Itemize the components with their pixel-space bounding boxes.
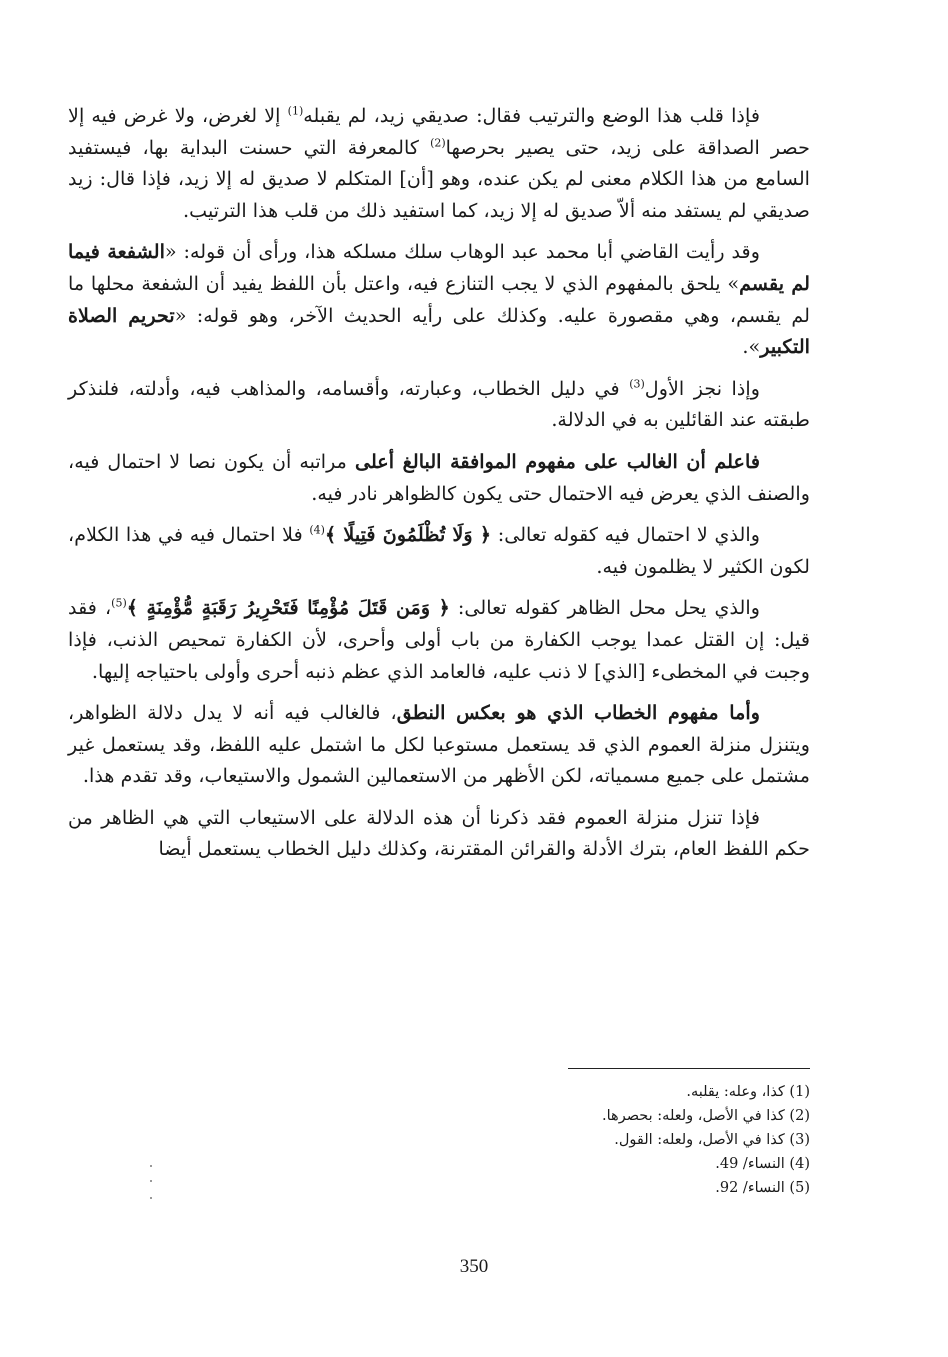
text-run: مراتبه أن يكون نصا لا احتمال فيه، والصنف الذي يعرض فيه الاحتمال حتى يكون كالظواهر نادر فيه. — [68, 449, 810, 505]
paragraph — [68, 697, 810, 792]
text-run: ، فالغالب فيه أنه لا يدل دلالة الظواهر، ويتنزل منزلة العموم الذي قد يستعمل مستوعبا لكل ما اشتمل عليه اللفظ، وقد يستعمل غير مشتمل على جميع مسمياته، لكن الأظهر من الاستعمالين الشمول والاستيعاب، وقد تقدم هذا. — [68, 701, 810, 788]
scan-speck — [150, 1180, 152, 1182]
footnote-3: (3) كذا في الأصل، ولعله: القول. — [614, 1132, 810, 1148]
paragraph — [68, 236, 810, 362]
bold-text: الشفعة فيما لم يقسم — [68, 240, 811, 295]
paragraph — [68, 592, 810, 687]
paragraph — [68, 100, 810, 226]
paragraph — [68, 519, 810, 582]
text-run: إلا لغرض، ولا غرض فيه إلا حصر الصداقة على زيد، حتى يصير بحرصها — [68, 104, 810, 159]
text-run: » يلحق بالمفهوم الذي لا يجب التنازع فيه، واعتل بأن اللفظ يفيد أن الشفعة محلها ما لم يقسم، وهي مقصورة عليه. وكذلك على رأيه الحديث الآخر، وهو قوله: « — [68, 271, 810, 327]
text-run: ». — [742, 335, 761, 359]
footnote-marker: (5) — [111, 596, 127, 610]
text-run: ، فقد قيل: إن القتل عمدا يوجب الكفارة من باب أولى وأحرى، لأن الكفارة تمحيص الذنب، فإذا وجبت في المخطىء [الذي] لا ذنب عليه، فالعامد الذي عظم ذنبه أحرى وأولى باحتياجه إليها. — [68, 596, 810, 683]
text-run: كالمعرفة التي حسنت البداية بها، فيستفيد السامع من هذا الكلام معنى لم يكن عنده، وهو [أن] المتكلم لا صديق له إلا زيد، فإذا قال: زيد صديقي لم يستفد منه ألاّ صديق له إلا زيد، كما استفيد ذلك من قلب هذا الترتيب. — [68, 135, 810, 222]
footnote-separator — [568, 1068, 810, 1069]
bold-text: ﴿ وَلَا تُظْلَمُونَ فَتِيلًا ﴾ — [324, 523, 492, 547]
scan-speck — [150, 1197, 152, 1199]
footnote-5: (5) النساء/ 92. — [715, 1180, 810, 1196]
footnote-4: (4) النساء/ 49. — [715, 1156, 810, 1172]
bold-text: فاعلم أن الغالب على مفهوم الموافقة البالغ أعلى — [354, 449, 760, 473]
bold-text: وأما مفهوم الخطاب الذي هو بعكس النطق — [396, 701, 760, 725]
footnote-marker: (2) — [430, 136, 446, 150]
footnote-marker: (4) — [309, 523, 325, 537]
paragraph — [68, 373, 810, 436]
footnote-marker: (1) — [287, 104, 304, 118]
footnotes — [420, 1080, 810, 1200]
paragraph — [68, 446, 810, 509]
footnote-2: (2) كذا في الأصل، ولعله: بحصرها. — [602, 1108, 810, 1124]
text-run: وقد رأيت القاضي أبا محمد عبد الوهاب سلك مسلكه هذا، ورأى أن قوله: « — [164, 240, 760, 264]
text-run: في دليل الخطاب، وعبارته، وأقسامه، والمذاهب فيه، وأدلته، فلنذكر طبقته عند القائلين به في الدلالة. — [68, 376, 810, 432]
text-run: فإذا قلب هذا الوضع والترتيب فقال: صديقي زيد، لم يقبله — [303, 104, 760, 127]
scan-speck — [150, 1165, 152, 1167]
text-run: والذي يحل محل الظاهر كقوله تعالى: — [449, 596, 760, 620]
text-run: فإذا تنزل منزلة العموم فقد ذكرنا أن هذه الدلالة على الاستيعاب التي هي الظاهر من حكم اللفظ العام، بترك الأدلة والقرائن المقترنة، وكذلك دليل الخطاب يستعمل أيضا — [68, 805, 810, 861]
text-run: فلا احتمال فيه في هذا الكلام، لكون الكثير لا يظلمون فيه. — [68, 523, 810, 578]
main-text — [68, 100, 810, 875]
footnote-1: (1) كذا، وعله: يقلبه. — [686, 1084, 810, 1100]
paragraph — [68, 802, 810, 865]
bold-text: ﴿ وَمَن قَتَلَ مُؤْمِنًا فَتَحْرِيرُ رَقَبَةٍ مُّؤْمِنَةٍ ﴾ — [126, 596, 450, 620]
footnote-marker: (3) — [629, 377, 645, 391]
text-run: والذي لا احتمال فيه كقوله تعالى: — [491, 523, 760, 547]
bold-text: تحريم الصلاة التكبير — [68, 303, 810, 359]
page-number: 350 — [459, 1256, 489, 1277]
text-run: وإذا نجز الأول — [644, 376, 760, 400]
